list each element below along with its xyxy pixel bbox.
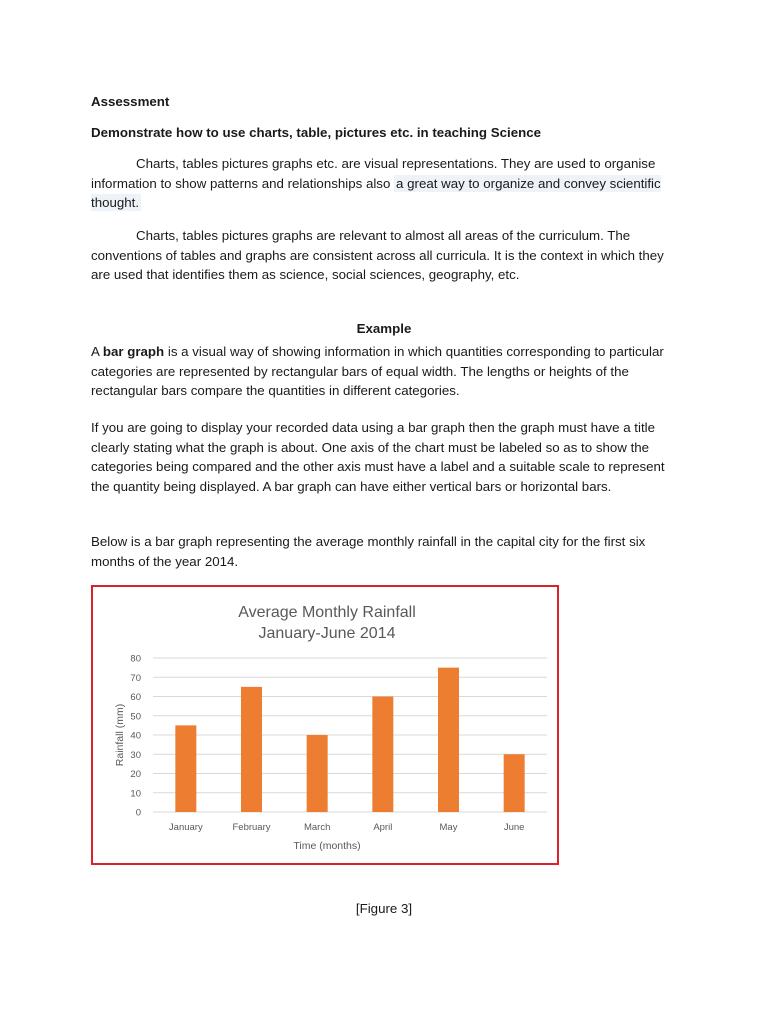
bar-february	[241, 687, 262, 812]
paragraph-bar-graph-rules: If you are going to display your recorded data using a bar graph then the graph must have a title clearly stating what the graph is about. One axis of the chart must be labeled so as to show the categories being compared and the other axis must have a label and a suitable scale to represent the quantity being displayed. A bar graph can have either vertical bars or horizontal bars.	[91, 420, 665, 494]
x-tick-label: March	[303, 822, 331, 833]
x-axis-title: Time (months)	[293, 840, 361, 852]
x-tick-label: April	[373, 822, 393, 833]
heading-example: Example	[356, 321, 412, 337]
y-tick-label: 60	[130, 692, 141, 703]
y-tick-label: 40	[130, 730, 141, 742]
rainfall-bar-chart	[93, 587, 557, 863]
paragraph-chart-intro: Below is a bar graph representing the average monthly rainfall in the capital city for the first six months of the year 2014.	[91, 534, 646, 569]
x-tick-label: June	[503, 822, 525, 833]
figure-caption: [Figure 3]	[355, 901, 413, 917]
p3-prefix: A	[91, 344, 103, 359]
chart-title: Average Monthly Rainfall	[238, 604, 416, 621]
x-tick-label: May	[439, 822, 458, 833]
bar-april	[372, 697, 393, 813]
y-axis-title: Rainfall (mm)	[114, 703, 126, 767]
x-tick-label: February	[232, 822, 271, 833]
y-tick-label: 80	[130, 653, 141, 665]
p3-rest: is a visual way of showing information in which quantities corresponding to particular categories are represented by rectangular bars of equal width. The lengths or heights of the rectangular bars compare the quantities in different categories.	[91, 344, 664, 398]
paragraph-relevance: Charts, tables pictures graphs are relevant to almost all areas of the curriculum. The conventions of tables and graphs are consistent across all curricula. It is the context in which they are used that identifies them as science, social sciences, geography, etc.	[91, 228, 664, 282]
y-tick-label: 10	[130, 788, 141, 800]
paragraph-bar-graph-definition	[91, 342, 677, 401]
chart-frame	[91, 585, 559, 865]
heading-question: Demonstrate how to use charts, table, pictures etc. in teaching Science	[91, 125, 542, 140]
x-tick-label: January	[168, 822, 203, 833]
y-tick-label: 50	[130, 711, 141, 723]
bar-june	[504, 754, 525, 812]
bar-march	[307, 735, 328, 812]
y-tick-label: 70	[130, 672, 141, 684]
paragraph-intro-text: Charts, tables pictures graphs etc. are visual representations. They are used to organise information to show patterns and relationships also	[91, 156, 656, 191]
term-bar-graph: bar graph	[102, 344, 165, 359]
y-tick-label: 30	[130, 749, 141, 761]
y-tick-label: 20	[130, 769, 141, 780]
bar-may	[438, 668, 459, 812]
chart-subtitle: January-June 2014	[258, 625, 396, 642]
heading-assessment: Assessment	[91, 94, 170, 109]
bar-january	[175, 725, 196, 812]
highlighted-phrase: a great way to organize and convey scientific thought.	[91, 175, 661, 210]
y-tick-label: 0	[135, 807, 141, 819]
paragraph-intro	[91, 154, 677, 213]
